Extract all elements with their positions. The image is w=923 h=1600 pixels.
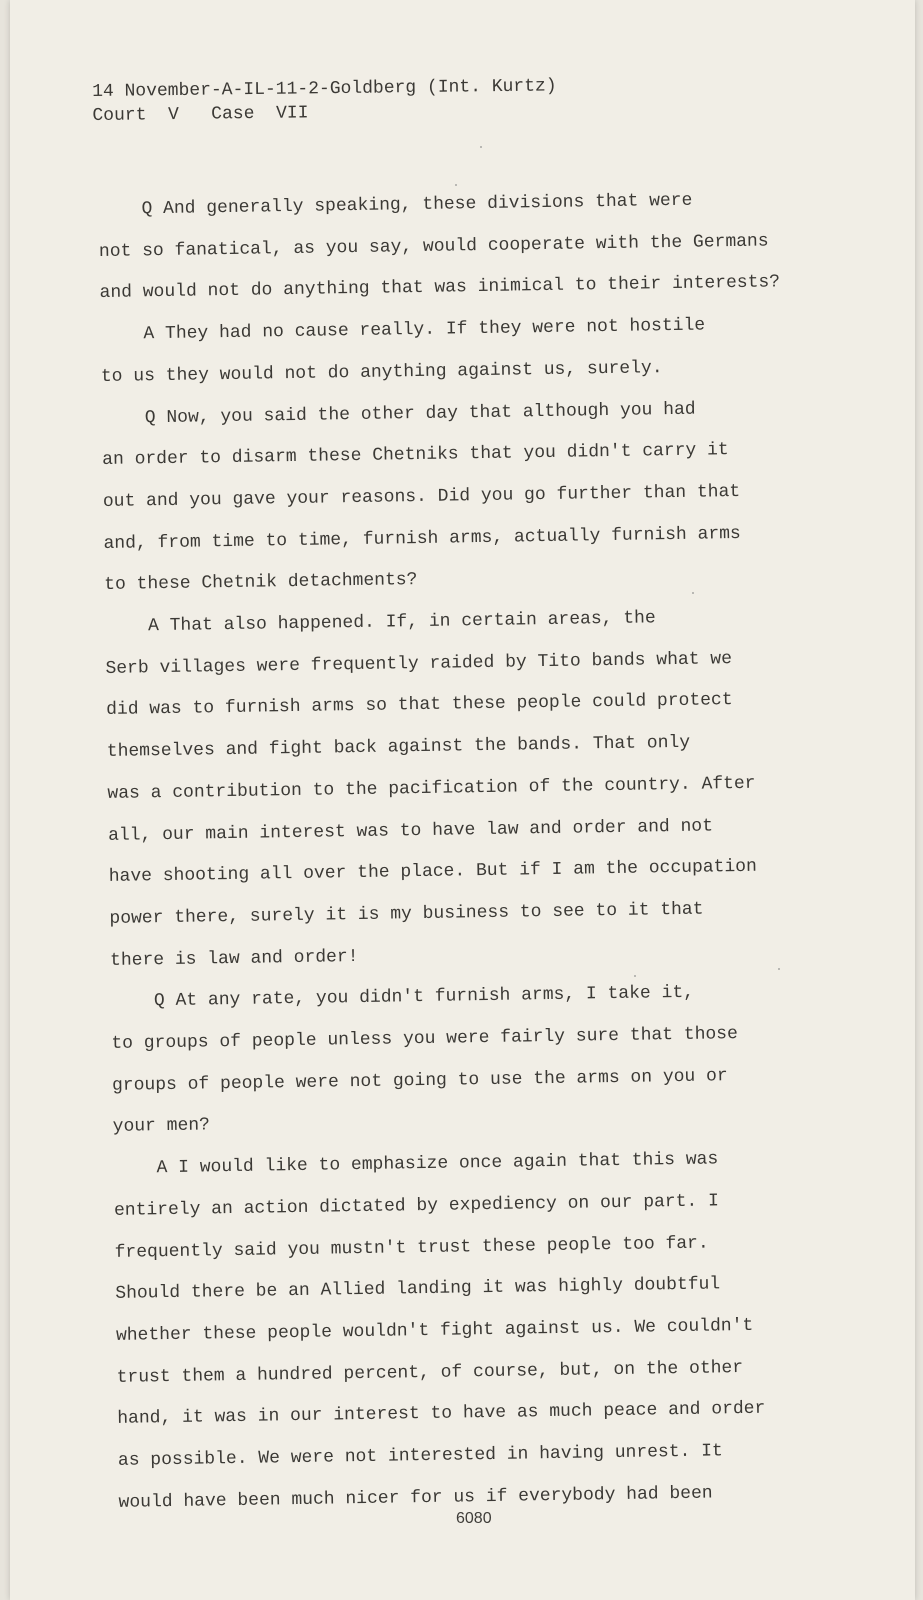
transcript-line: did was to furnish arms so that these people could protect (106, 690, 733, 721)
paper-speck (634, 975, 636, 977)
transcript-line: frequently said you mustn't trust these people too far. (114, 1233, 709, 1263)
transcript-line: Serb villages were frequently raided by Tito bands what we (105, 648, 733, 679)
transcript-line: hand, it was in our interest to have as much peace and order (117, 1399, 766, 1430)
transcript-line: and, from time to time, furnish arms, actually furnish arms (103, 523, 741, 554)
transcript-line: Q At any rate, you didn't furnish arms, I take it, (110, 983, 695, 1013)
transcript-line: groups of people were not going to use the arms on you or (111, 1065, 728, 1096)
page-number: 6080 (456, 1510, 492, 1527)
document-page (10, 0, 915, 1600)
paper-speck (692, 592, 694, 594)
transcript-line: to these Chetnik detachments? (104, 570, 418, 596)
transcript-line: A They had no cause really. If they were not hostile (100, 315, 706, 346)
transcript-line: A That also happened. If, in certain areas, the (104, 608, 656, 637)
transcript-line: A I would like to emphasize once again that this was (113, 1149, 719, 1180)
header-session-line: 14 November-A-IL-11-2-Goldberg (Int. Kurtz) (92, 76, 557, 102)
transcript-line: trust them a hundred percent, of course, but, on the other (116, 1357, 744, 1388)
transcript-line: would have been much nicer for us if everybody had been (118, 1483, 713, 1513)
transcript-line: as possible. We were not interested in having unrest. It (117, 1441, 723, 1471)
transcript-line: your men? (112, 1115, 211, 1138)
transcript-line: to us they would not do anything against us, surely. (100, 357, 663, 387)
transcript-line: out and you gave your reasons. Did you go further than that (102, 481, 741, 512)
transcript-body (98, 178, 899, 1525)
transcript-line: have shooting all over the place. But if I am the occupation (108, 856, 757, 888)
transcript-line: there is law and order! (109, 946, 359, 971)
transcript-line: Q And generally speaking, these divisions that were (98, 190, 693, 220)
transcript-line: Should there be an Allied landing it was highly doubtful (115, 1274, 721, 1305)
transcript-line: and would not do anything that was inimical to their interests? (99, 272, 781, 304)
transcript-line: an order to disarm these Chetniks that you didn't carry it (102, 440, 729, 471)
transcript-line: themselves and fight back against the bands. That only (106, 732, 691, 763)
transcript-line: whether these people wouldn't fight against us. We couldn't (115, 1315, 754, 1346)
transcript-line: all, our main interest was to have law and order and not (107, 815, 714, 846)
paper-speck (455, 184, 457, 186)
transcript-line: not so fanatical, as you say, would cooperate with the Germans (98, 231, 769, 262)
header-court-case-line: Court V Case VII (92, 103, 309, 126)
transcript-line: was a contribution to the pacification of the country. After (107, 773, 756, 804)
transcript-line: Q Now, you said the other day that although you had (101, 399, 696, 429)
document-header (92, 74, 557, 128)
transcript-line: entirely an action dictated by expediency on our part. I (113, 1191, 720, 1221)
transcript-line: to groups of people unless you were fairly sure that those (111, 1024, 739, 1054)
transcript-line: power there, surely it is my business to see to it that (109, 899, 704, 929)
paper-speck (778, 968, 780, 970)
paper-speck (480, 146, 482, 148)
